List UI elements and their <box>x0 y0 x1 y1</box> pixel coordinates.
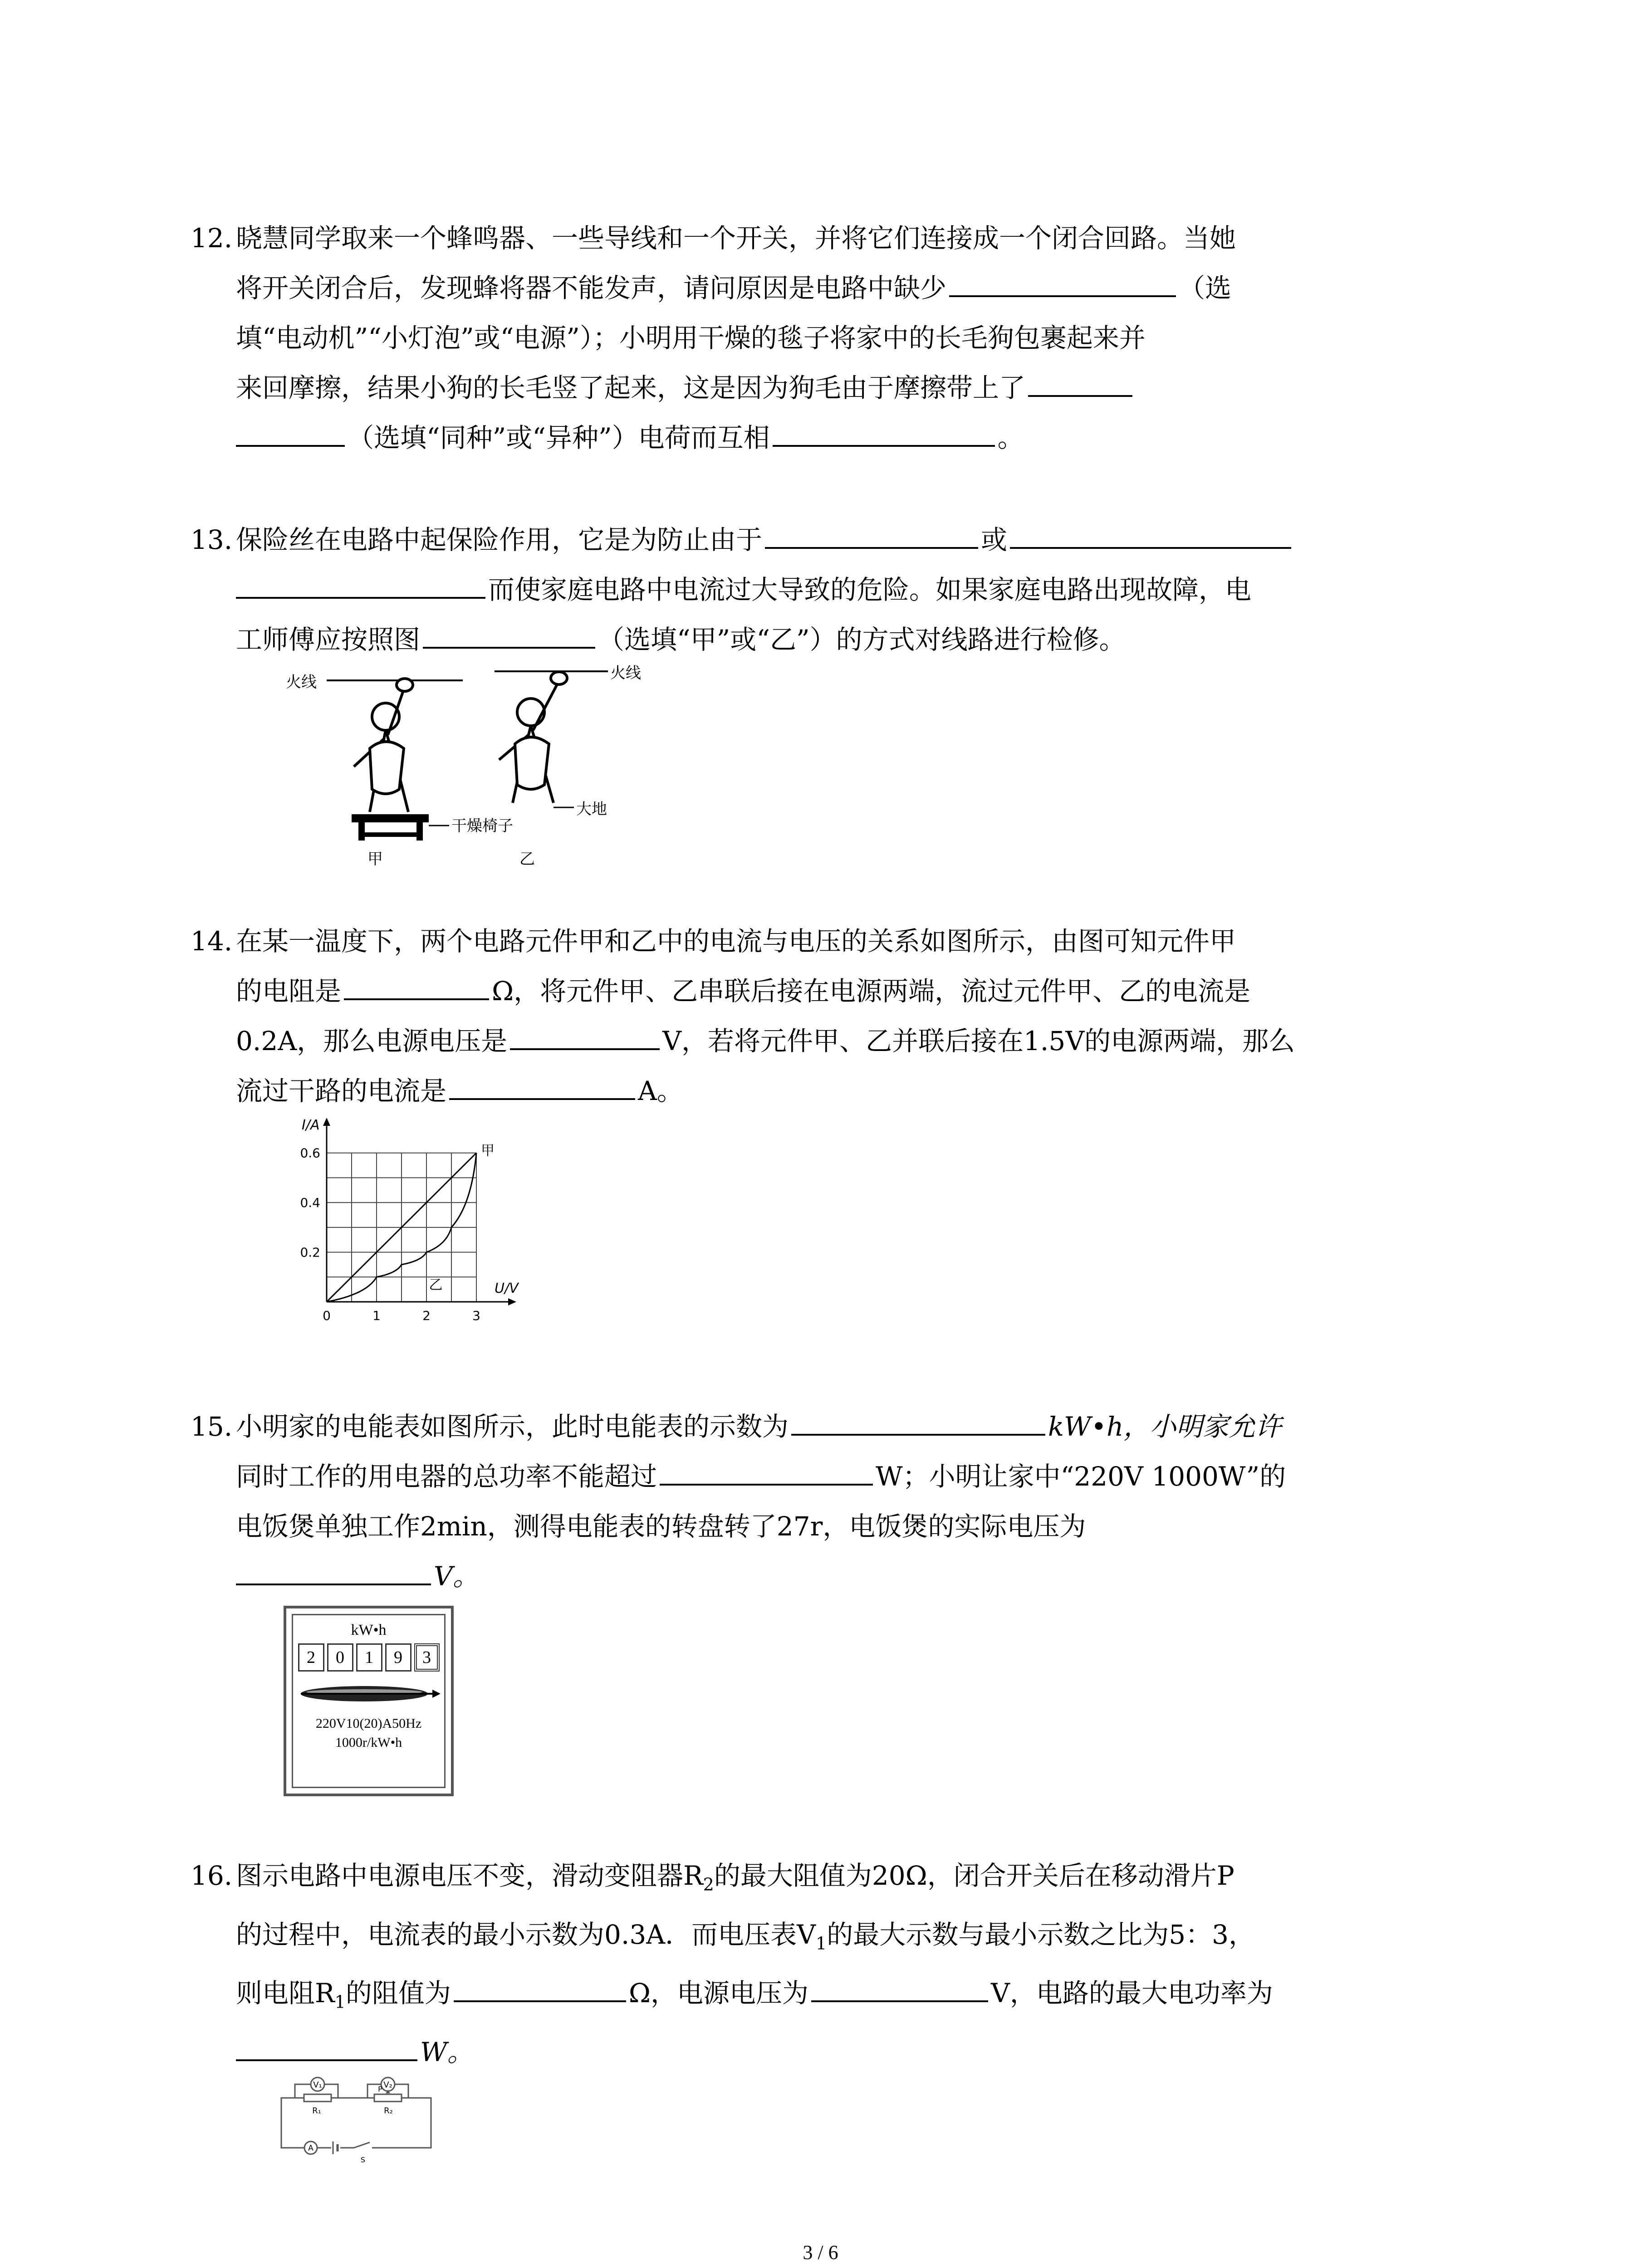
y-axis-label: I/A <box>302 1117 320 1133</box>
q16-text: 图示电路中电源电压不变，滑动变阻器R <box>236 1860 703 1891</box>
q16-line-2 <box>236 1910 1452 1969</box>
q13-line-2 <box>236 565 1452 615</box>
meter-spec: 220V10(20)A50Hz <box>315 1716 422 1731</box>
question-number: 15. <box>191 1411 233 1442</box>
answer-blank[interactable] <box>765 520 978 549</box>
answer-blank[interactable] <box>236 418 345 447</box>
rheostat-r2-icon <box>374 2094 402 2102</box>
meter-digit: 1 <box>356 1643 382 1672</box>
q16-line-3 <box>236 1968 1452 2027</box>
x-tick-label: 3 <box>472 1308 480 1323</box>
answer-blank[interactable] <box>236 1556 431 1585</box>
answer-blank[interactable] <box>949 268 1176 297</box>
q16-subscript: 2 <box>703 1874 714 1895</box>
series-label: 乙 <box>429 1277 443 1293</box>
q12-text: 将开关闭合后，发现蜂将器不能发声，请问原因是电路中缺少 <box>236 273 947 303</box>
q12-text: 。 <box>997 422 1024 453</box>
q15-text: 小明家的电能表如图所示，此时电能表的示数为 <box>236 1411 789 1442</box>
q16-text: 的最大阻值为20Ω，闭合开关后在移动滑片P <box>714 1860 1234 1891</box>
s-label: S <box>360 2156 366 2164</box>
q14-iu-chart <box>290 1116 544 1334</box>
answer-blank[interactable] <box>773 418 995 447</box>
q15-line-1 <box>236 1402 1452 1452</box>
answer-blank[interactable] <box>510 1021 660 1050</box>
r1-label: R₁ <box>312 2106 321 2116</box>
q15-text: 同时工作的用电器的总功率不能超过 <box>236 1461 657 1492</box>
q15-line-4 <box>236 1551 1452 1601</box>
a-label: A <box>308 2144 314 2153</box>
label-jia: 甲 <box>367 850 383 866</box>
q15-text: W；小明让家中“220V 1000W”的 <box>876 1461 1286 1492</box>
label-fire-left: 火线 <box>286 673 317 691</box>
meter-rate: 1000r/kW•h <box>335 1735 402 1750</box>
q12-line-2 <box>236 263 1452 313</box>
label-yi: 乙 <box>519 850 535 866</box>
q12-line-4 <box>236 363 1452 413</box>
q13-figure <box>272 658 681 866</box>
y-tick-label: 0.6 <box>300 1145 320 1161</box>
label-fire-right: 火线 <box>610 664 641 682</box>
q12-text: 来回摩擦，结果小狗的长毛竖了起来，这是因为狗毛由于摩擦带上了 <box>236 372 1026 403</box>
q14-text: A。 <box>638 1075 683 1106</box>
question-number: 16. <box>191 1860 233 1891</box>
p-label: P <box>378 2085 382 2093</box>
meter-digit: 0 <box>327 1643 353 1672</box>
q13-line-1 <box>236 515 1452 565</box>
q14-line-4 <box>236 1066 1452 1116</box>
v1-label: V₁ <box>313 2080 322 2090</box>
question-16 <box>191 1851 1452 2077</box>
q16-line-1 <box>236 1851 1452 1910</box>
question-13 <box>191 515 1452 665</box>
q14-text: V，若将元件甲、乙并联后接在1.5V的电源两端，那么 <box>662 1026 1295 1056</box>
meter-digit: 9 <box>385 1643 411 1672</box>
chair-icon <box>352 814 429 841</box>
q16-text: 的最大示数与最小示数之比为5：3， <box>827 1919 1255 1950</box>
x-tick-label: 2 <box>422 1308 431 1323</box>
y-tick-label: 0.2 <box>300 1245 320 1260</box>
y-axis-arrow <box>323 1118 330 1126</box>
question-number: 14. <box>191 926 233 957</box>
q15-line-2 <box>236 1452 1452 1501</box>
x-axis-arrow <box>508 1298 516 1305</box>
q14-text: 0.2A，那么电源电压是 <box>236 1026 508 1056</box>
q16-subscript: 1 <box>334 1992 346 2012</box>
meter-digit: 2 <box>298 1643 324 1672</box>
q14-line-3 <box>236 1016 1452 1066</box>
q14-text: Ω，将元件甲、乙串联后接在电源两端，流过元件甲、乙的电流是 <box>492 976 1251 1007</box>
switch-icon <box>354 2142 372 2152</box>
answer-blank[interactable] <box>454 1973 626 2002</box>
page-number: 3 / 6 <box>803 2241 838 2263</box>
x-tick-label: 0 <box>323 1308 331 1323</box>
q15-text: kW•h，小明家允许 <box>1048 1411 1282 1442</box>
q12-text: （选 <box>1179 273 1232 303</box>
q12-text: （选填“同种”或“异种”）电荷而互相 <box>348 422 770 453</box>
question-15 <box>191 1402 1452 1601</box>
q16-text: 的阻值为 <box>345 1978 451 2009</box>
q12-line-1: 晓慧同学取来一个蜂鸣器、一些导线和一个开关，并将它们连接成一个闭合回路。当她 <box>236 223 1236 254</box>
meter-digit-decimal: 3 <box>414 1643 440 1672</box>
q13-text: 保险丝在电路中起保险作用，它是为防止由于 <box>236 524 763 555</box>
q16-line-4 <box>236 2027 1452 2077</box>
answer-blank[interactable] <box>344 971 489 1000</box>
answer-blank[interactable] <box>1010 520 1291 549</box>
q15-text: V。 <box>434 1561 479 1592</box>
q16-text: Ω，电源电压为 <box>628 1978 808 2009</box>
q12-line-3: 填“电动机”“小灯泡”或“电源”）；小明用干燥的毯子将家中的长毛狗包裹起来并 <box>236 323 1146 353</box>
answer-blank[interactable] <box>811 1973 988 2002</box>
q13-line-3 <box>236 615 1452 665</box>
person-jia-icon <box>354 679 413 812</box>
answer-blank[interactable] <box>660 1457 873 1486</box>
answer-blank[interactable] <box>423 620 595 649</box>
q16-text: W。 <box>420 2036 474 2068</box>
meter-digits <box>293 1643 444 1672</box>
answer-blank[interactable] <box>449 1071 635 1100</box>
q16-text: V，电路的最大电功率为 <box>990 1978 1273 2009</box>
q16-subscript: 1 <box>816 1933 827 1954</box>
question-number: 12. <box>191 223 233 254</box>
q14-text: 的电阻是 <box>236 976 342 1007</box>
q13-text: 工师傅应按照图 <box>236 624 421 655</box>
q14-line-2 <box>236 966 1452 1016</box>
question-12 <box>191 213 1452 463</box>
q15-line-3: 电饭煲单独工作2min，测得电能表的转盘转了27r，电饭煲的实际电压为 <box>236 1511 1086 1542</box>
resistor-r1-icon <box>304 2094 331 2102</box>
question-14 <box>191 916 1452 1116</box>
q16-circuit-diagram <box>277 2075 440 2166</box>
q16-text: 的过程中，电流表的最小示数为0.3A．而电压表V <box>236 1919 816 1950</box>
series-label: 甲 <box>481 1143 495 1159</box>
answer-blank[interactable] <box>236 570 485 599</box>
answer-blank[interactable] <box>236 2032 417 2061</box>
label-ground: 大地 <box>576 800 607 818</box>
q13-text: （选填“甲”或“乙”）的方式对线路进行检修。 <box>598 624 1126 655</box>
meter-unit: kW•h <box>351 1622 387 1638</box>
person-yi-icon <box>499 672 567 803</box>
q14-text: 流过干路的电流是 <box>236 1075 447 1106</box>
y-tick-label: 0.4 <box>300 1195 320 1211</box>
x-tick-label: 1 <box>372 1308 381 1323</box>
answer-blank[interactable] <box>1028 368 1132 397</box>
q16-text: 则电阻R <box>236 1978 335 2009</box>
q12-line-5 <box>236 413 1452 463</box>
q13-text: 或 <box>981 524 1008 555</box>
question-number: 13. <box>191 524 233 555</box>
x-axis-label: U/V <box>495 1281 519 1296</box>
electricity-meter <box>284 1606 454 1796</box>
r2-label: R₂ <box>384 2106 393 2116</box>
q13-text: 而使家庭电路中电流过大导致的危险。如果家庭电路出现故障，电 <box>488 574 1252 605</box>
battery-icon <box>331 2141 340 2154</box>
q14-line-1: 在某一温度下，两个电路元件甲和乙中的电流与电压的关系如图所示，由图可知元件甲 <box>236 926 1236 957</box>
v2-label: V₂ <box>383 2080 392 2090</box>
label-chair: 干燥椅子 <box>451 817 513 835</box>
answer-blank[interactable] <box>791 1407 1045 1436</box>
meter-disc-icon <box>296 1678 441 1710</box>
chart-labels <box>300 1117 519 1323</box>
